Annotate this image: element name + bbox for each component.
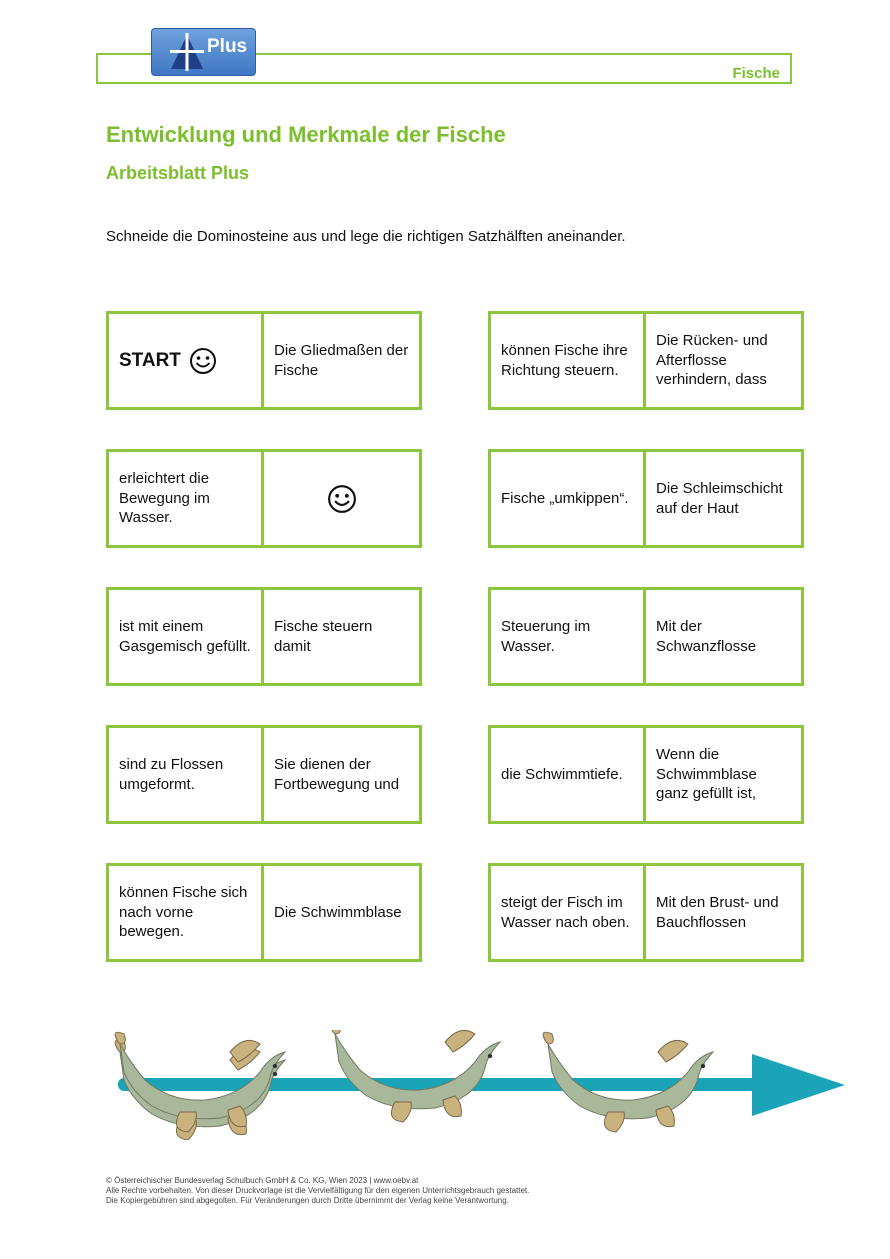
domino-half: Mit den Brust- und Bauchflossen — [656, 894, 779, 931]
triangle-logo-icon — [170, 33, 204, 71]
page-subtitle: Arbeitsblatt Plus — [106, 163, 250, 183]
domino-half: Sie dienen der Fortbewegung und — [274, 756, 400, 793]
domino-half: Die Schwimmblase — [274, 903, 402, 921]
domino-half — [109, 314, 264, 407]
start-marker — [119, 347, 217, 375]
domino-half: steigt der Fisch im Wasser nach oben. — [491, 866, 646, 959]
liability-line: Die Kopiergebühren sind abgegolten. Für Veränderungen durch Dritte übernimmt der Verlag keine Verantwortung. — [106, 1196, 509, 1205]
domino-half: die Schwimmtiefe. — [491, 728, 646, 821]
domino-half: Fische „umkippen“. — [491, 452, 646, 545]
page-title: Entwicklung und Merkmale der Fische — [106, 122, 506, 147]
domino-tile — [106, 725, 422, 824]
smiley-icon — [327, 484, 357, 514]
domino-half: Die Gliedmaßen der Fische — [274, 342, 409, 379]
domino-half: Die Rücken- und Afterflosse verhindern, dass — [656, 332, 768, 389]
domino-half: sind zu Flossen umgeformt. — [109, 728, 264, 821]
start-label: START — [119, 349, 181, 371]
publisher-logo — [151, 28, 256, 76]
fish-icon — [330, 1030, 500, 1122]
logo-text: Plus — [207, 36, 248, 57]
domino-half: ist mit einem Gasgemisch gefüllt. — [109, 590, 264, 683]
domino-tile — [106, 449, 422, 548]
rights-line: Alle Rechte vorbehalten. Von dieser Druckvorlage ist die Vervielfältigung für den eigenen Unterrichtsgebrauch gestattet. — [106, 1186, 530, 1195]
domino-half: Mit der Schwanzflosse — [656, 618, 757, 655]
domino-tile — [106, 863, 422, 962]
domino-half: können Fische sich nach vorne bewegen. — [109, 866, 264, 959]
footer — [106, 1176, 529, 1206]
domino-tile — [488, 449, 804, 548]
instruction-text: Schneide die Dominosteine aus und lege die richtigen Satzhälften aneinander. — [106, 228, 626, 245]
domino-half: Fische steuern damit — [274, 618, 373, 655]
smiley-icon — [189, 347, 217, 375]
section-label: Fische — [732, 65, 780, 82]
domino-half: Wenn die Schwimmblase ganz gefüllt ist, — [656, 746, 757, 803]
domino-half: Steuerung im Wasser. — [491, 590, 646, 683]
domino-tile — [106, 311, 422, 410]
domino-half: erleichtert die Bewegung im Wasser. — [109, 452, 264, 545]
fish-arrow-illustration — [110, 1030, 850, 1140]
copyright-line: © Österreichischer Bundesverlag Schulbuch GmbH & Co. KG, Wien 2023 | www.oebv.at — [106, 1176, 419, 1185]
domino-half: Die Schleimschicht auf der Haut — [656, 480, 783, 517]
domino-half: können Fische ihre Richtung steuern. — [491, 314, 646, 407]
domino-tile — [488, 863, 804, 962]
domino-tile — [488, 311, 804, 410]
domino-tile — [488, 725, 804, 824]
domino-half — [264, 452, 419, 545]
domino-tile — [488, 587, 804, 686]
domino-tile — [106, 587, 422, 686]
